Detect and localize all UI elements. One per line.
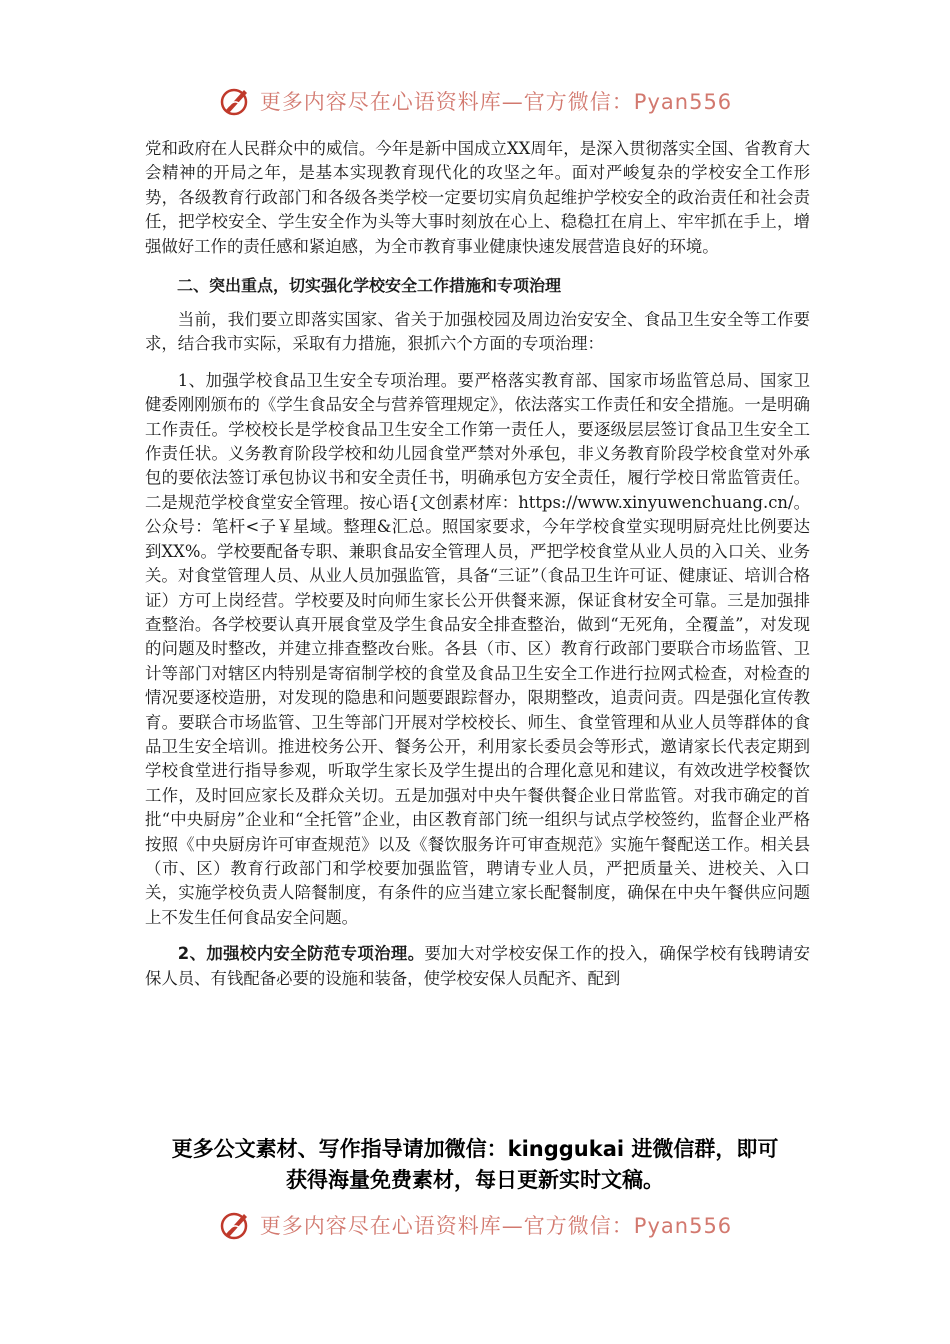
- banner-text: 更多内容尽在心语资料库—官方微信：Pyan556: [259, 1214, 733, 1238]
- paragraph-item-1: 1、加强学校食品卫生安全专项治理。要严格落实教育部、国家市场监管总局、国家卫健委刚刚颁布的《学生食品安全与营养管理规定》，依法落实工作责任和安全措施。一是明确工作责任。学校校长是学校食品卫生安全工作第一责任人，要逐级层层签订食品卫生安全工作责任状。义务教育阶段学校和幼儿园食堂严禁对外承包，非义务教育阶段学校食堂对外承包的要依法签订承包协议书和安全责任书，明确承包方安全责任，履行学校日常监管责任。二是规范学校食堂安全管理。按心语{文创素材库：https://www.xinyuwenchuang.cn/。公众号：笔杆<子￥星域。整理&汇总。照国家要求，今年学校食堂实现明厨亮灶比例要达到XX%。学校要配备专职、兼职食品安全管理人员，严把学校食堂从业人员的入口关、业务关。对食堂管理人员、从业人员加强监管，具备“三证”（食品卫生许可证、健康证、培训合格证）方可上岗经营。学校要及时向师生家长公开供餐来源，保证食材安全可靠。三是加强排查整治。各学校要认真开展食堂及学生食品安全排查整治，做到“无死角，全覆盖”，对发现的问题及时整改，并建立排查整改台账。各县（市、区）教育行政部门要联合市场监管、卫计等部门对辖区内特别是寄宿制学校的食堂及食品卫生安全工作进行拉网式检查，对检查的情况要逐校造册，对发现的隐患和问题要跟踪督办，限期整改，追责问责。四是强化宣传教育。要联合市场监管、卫生等部门开展对学校校长、师生、食堂管理和从业人员等群体的食品卫生安全培训。推进校务公开、餐务公开，利用家长委员会等形式，邀请家长代表定期到学校食堂进行指导参观，听取学生家长及学生提出的合理化意见和建议，有效改进学校餐饮工作，及时回应家长及群众关切。五是加强对中央午餐供餐企业日常监管。对我市确定的首批“中央厨房”企业和“全托管”企业，由区教育部门统一组织与试点学校签约，监督企业严格按照《中央厨房许可审查规范》以及《餐饮服务许可审查规范》实施午餐配送工作。相关县（市、区）教育行政部门和学校要加强监管，聘请专业人员，严把质量关、进校关、入口关，实施学校负责人陪餐制度，有条件的应当建立家长配餐制度，确保在中央午餐供应问题上不发生任何食品安全问题。: [145, 370, 810, 927]
- document-body: [145, 137, 810, 991]
- pen-logo-icon: [218, 84, 252, 118]
- promo-line-1: 更多公文素材、写作指导请加微信：kinggukai 进微信群，即可: [171, 1137, 779, 1161]
- banner-text: 更多内容尽在心语资料库—官方微信：Pyan556: [259, 90, 733, 114]
- item-2-text: 要加大对学校安保工作的投入，确保学校有钱聘请安保人员、有钱配备必要的设施和装备，使学校安保人员配齐、配到: [145, 944, 810, 988]
- paragraph-item-2: [145, 942, 810, 991]
- promo-notice: [90, 1134, 860, 1196]
- item-2-lead: 2、加强校内安全防范专项治理。: [177, 944, 425, 964]
- section-heading: 二、突出重点，切实强化学校安全工作措施和专项治理: [177, 276, 562, 296]
- header-banner: [0, 84, 950, 118]
- paragraph-current: 当前，我们要立即落实国家、省关于加强校园及周边治安安全、食品卫生安全等工作要求，结合我市实际，采取有力措施，狠抓六个方面的专项治理：: [145, 310, 810, 354]
- paragraph-intro: 党和政府在人民群众中的威信。今年是新中国成立XX周年，是深入贯彻落实全国、省教育大会精神的开局之年，是基本实现教育现代化的攻坚之年。面对严峻复杂的学校安全工作形势，各级教育行政部门和各级各类学校一定要切实肩负起维护学校安全的政治责任和社会责任，把学校安全、学生安全作为头等大事时刻放在心上、稳稳扛在肩上、牢牢抓在手上，增强做好工作的责任感和紧迫感，为全市教育事业健康快速发展营造良好的环境。: [145, 139, 810, 256]
- promo-line-2: 获得海量免费素材，每日更新实时文稿。: [286, 1168, 664, 1192]
- footer-banner: [0, 1208, 950, 1242]
- pen-logo-icon: [218, 1208, 252, 1242]
